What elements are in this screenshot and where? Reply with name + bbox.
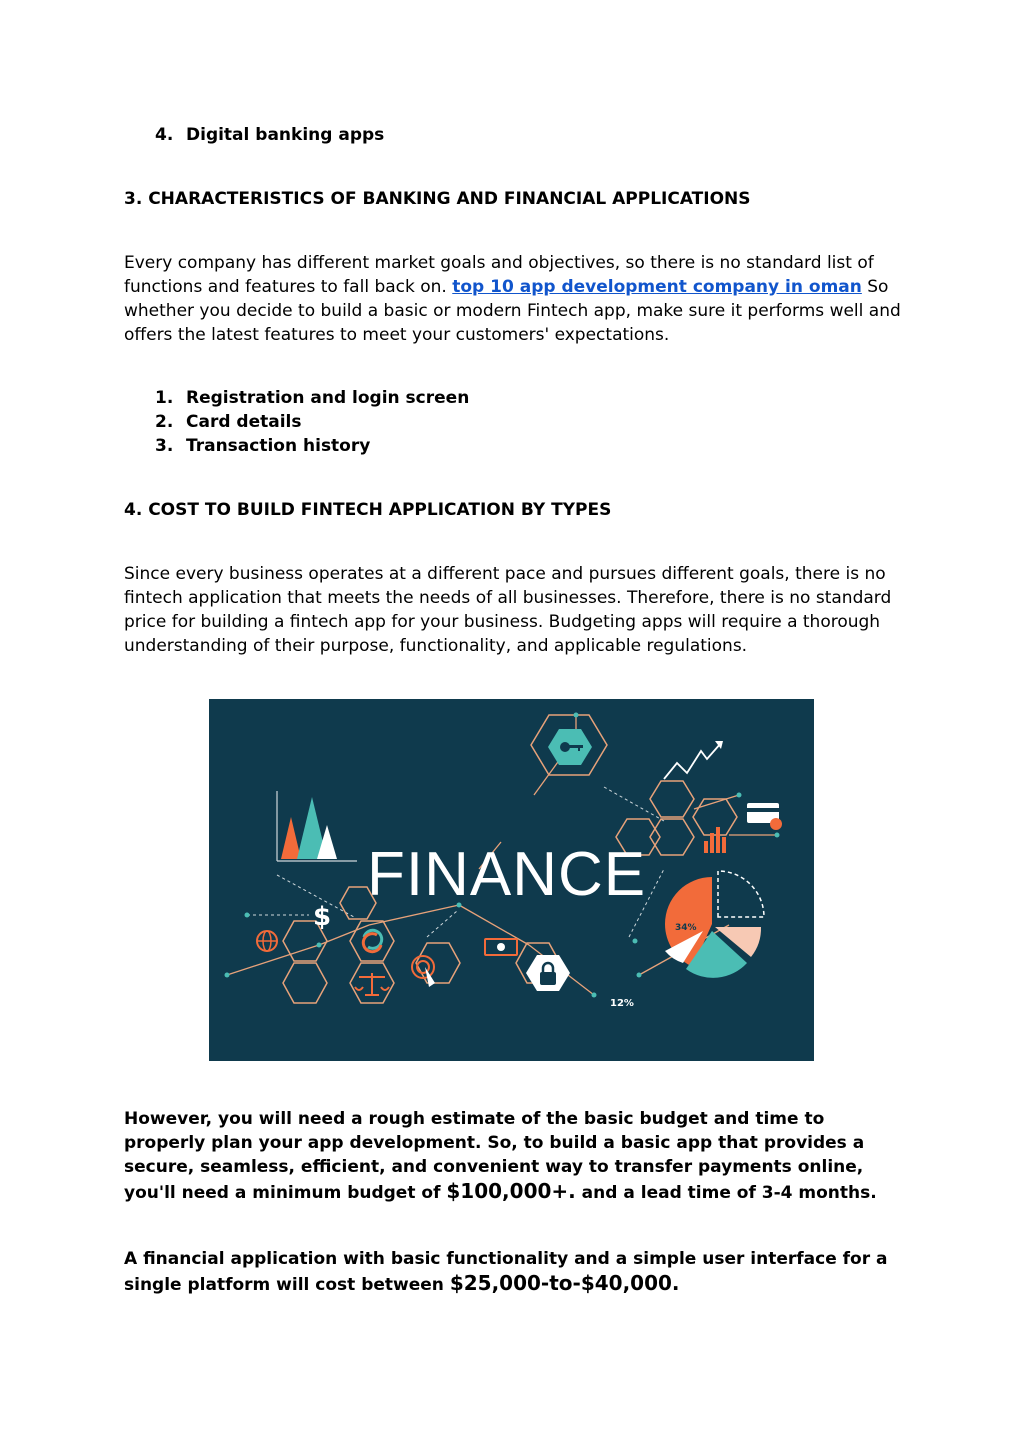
growth-arrow-icon: [664, 743, 721, 779]
list-item: [124, 123, 904, 147]
touch-icon: [412, 956, 435, 987]
characteristics-paragraph: [124, 251, 904, 347]
list-item: [124, 434, 904, 458]
pie-label-small: 12%: [610, 998, 634, 1009]
bar-chart-icon: [704, 827, 726, 853]
refresh-icon: [363, 930, 381, 951]
company-link[interactable]: top 10 app development company in oman: [452, 277, 862, 297]
list-item-label: Registration and login screen: [186, 388, 470, 408]
minimum-budget-amount: $100,000+.: [446, 1179, 576, 1203]
cost-paragraph: Since every business operates at a different pace and pursues different goals, there is no fintech application that meets the needs of all businesses. Therefore, there is no standard price for building a fintech app for your business. Budgeting apps will require a thorough understanding of their purpose, functionality, and applicable regulations.: [124, 564, 892, 656]
finance-title: FINANCE: [367, 840, 647, 909]
estimate-text: However, you will need a rough estimate of the basic budget and time to properly plan your app development. So, to build a basic app that provides a secure, seamless, efficient, and convenient way to transfer payments online, you'll need a minimum budget of: [124, 1109, 865, 1203]
list-item-label: Card details: [186, 412, 302, 432]
list-item-label: Digital banking apps: [186, 125, 385, 145]
finance-illustration-svg: [209, 699, 814, 1061]
list-item-label: Transaction history: [186, 436, 371, 456]
basic-app-amount: $25,000-to-$40,000.: [449, 1271, 680, 1295]
finance-illustration: [209, 699, 814, 1061]
section-heading-characteristics: 3. CHARACTERISTICS OF BANKING AND FINANCIAL APPLICATIONS: [124, 189, 751, 209]
basic-app-cost-paragraph: [124, 1247, 904, 1297]
list-item: [124, 410, 904, 434]
pie-slice-outline: [718, 871, 764, 917]
paragraph-text: Every company has different market goals and objectives, so there is no standard list of functions and features to fall back on.: [124, 253, 874, 297]
triangle-chart-icon: [277, 791, 357, 861]
basic-app-text: A financial application with basic functionality and a simple user interface for a single platform will cost between: [124, 1249, 888, 1295]
dollar-sign-icon: [313, 902, 331, 932]
app-types-list: [124, 123, 904, 147]
list-item-number: 4.: [155, 125, 174, 145]
section-heading-cost: 4. COST TO BUILD FINTECH APPLICATION BY TYPES: [124, 500, 612, 520]
balance-scale-icon: [355, 973, 389, 995]
budget-estimate-paragraph: [124, 1107, 904, 1205]
pie-label-large: 34%: [675, 923, 697, 933]
banknote-icon: [485, 939, 517, 955]
globe-icon: [257, 931, 277, 951]
features-list: [124, 386, 904, 458]
paragraph-text: So whether you decide to build a basic or modern Fintech app, make sure it performs well and offers the latest features to meet your customers' expectations.: [124, 277, 901, 345]
list-item-number: 1.: [155, 388, 174, 408]
list-item-number: 2.: [155, 412, 174, 432]
credit-card-icon: [747, 803, 782, 830]
svg-text:$: $: [313, 902, 332, 932]
estimate-text: and a lead time of 3-4 months.: [575, 1183, 877, 1203]
list-item-number: 3.: [155, 436, 174, 456]
list-item: [124, 386, 904, 410]
